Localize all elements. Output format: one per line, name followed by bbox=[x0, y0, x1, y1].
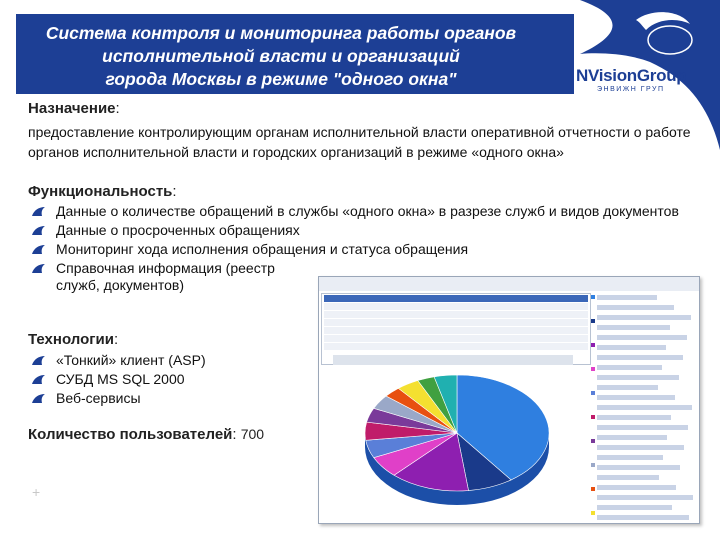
application-screenshot bbox=[318, 276, 700, 524]
technology-item-2: СУБД MS SQL 2000 bbox=[56, 371, 185, 387]
legend-swatch bbox=[591, 439, 595, 443]
list-item bbox=[28, 260, 306, 294]
technologies-heading: Технологии: bbox=[28, 331, 119, 348]
list-item bbox=[28, 203, 688, 220]
legend-row bbox=[597, 335, 687, 340]
legend-swatch bbox=[591, 295, 595, 299]
technology-item-3: Веб-сервисы bbox=[56, 390, 141, 406]
legend-row bbox=[597, 355, 683, 360]
list-item bbox=[28, 222, 688, 239]
list-item bbox=[28, 371, 308, 388]
legend-row bbox=[597, 385, 658, 390]
functionality-item-3: Мониторинг хода исполнения обращения и статуса обращения bbox=[56, 241, 469, 257]
bullet-arrow-icon bbox=[31, 206, 46, 217]
title-bar bbox=[16, 14, 574, 94]
legend-swatch bbox=[591, 511, 595, 515]
company-logo: NVisionGroup bbox=[576, 66, 687, 85]
users-heading-text: Количество пользователей bbox=[28, 426, 233, 443]
legend-row bbox=[597, 365, 662, 370]
legend-swatch bbox=[591, 415, 595, 419]
legend-row bbox=[597, 375, 679, 380]
legend-row bbox=[597, 485, 676, 490]
users-heading: Количество пользователей: 700 bbox=[28, 426, 265, 443]
bullet-arrow-icon bbox=[31, 393, 46, 404]
purpose-text: предоставление контролирующим органам исполнительной власти оперативной отчетности о работе органов исполнительной власти и городских организаций в режиме «одного окна» bbox=[28, 124, 691, 160]
legend-row bbox=[597, 425, 688, 430]
bullet-arrow-icon bbox=[31, 244, 46, 255]
legend-row bbox=[597, 505, 672, 510]
legend-row bbox=[597, 405, 692, 410]
legend-row bbox=[597, 305, 674, 310]
slide-title bbox=[16, 22, 546, 91]
technologies-list bbox=[28, 352, 308, 409]
purpose-heading: Назначение: bbox=[28, 100, 120, 117]
functionality-item-1: Данные о количестве обращений в службы «одного окна» в разрезе служб и видов документов bbox=[56, 203, 679, 219]
legend-row bbox=[597, 415, 671, 420]
legend-swatch bbox=[591, 487, 595, 491]
legend-swatch bbox=[591, 367, 595, 371]
pie-slices bbox=[365, 375, 549, 505]
legend-row bbox=[597, 515, 689, 520]
functionality-item-2: Данные о просроченных обращениях bbox=[56, 222, 300, 238]
legend-swatch bbox=[591, 319, 595, 323]
purpose-heading-text: Назначение bbox=[28, 100, 116, 117]
functionality-heading: Функциональность: bbox=[28, 183, 177, 200]
legend-row bbox=[597, 325, 670, 330]
title-line-2: исполнительной власти и организаций bbox=[102, 46, 460, 66]
list-item bbox=[28, 352, 308, 369]
list-item bbox=[28, 241, 688, 258]
legend-row bbox=[597, 495, 693, 500]
functionality-item-4: Справочная информация (реестр служб, документов) bbox=[56, 260, 275, 293]
functionality-heading-text: Функциональность bbox=[28, 183, 173, 200]
bullet-arrow-icon bbox=[31, 355, 46, 366]
legend-row bbox=[597, 465, 680, 470]
decorative-plus-icon: + bbox=[32, 484, 41, 500]
technologies-heading-text: Технологии bbox=[28, 331, 114, 348]
bullet-arrow-icon bbox=[31, 225, 46, 236]
title-line-1: Система контроля и мониторинга работы органов bbox=[45, 23, 517, 43]
screenshot-pie-chart bbox=[327, 367, 587, 517]
legend-row bbox=[597, 395, 675, 400]
legend-row bbox=[597, 475, 659, 480]
screenshot-legend-panel bbox=[591, 293, 695, 519]
list-item bbox=[28, 390, 308, 407]
company-logo-subtext: ЭНВИЖН ГРУП bbox=[597, 86, 665, 93]
bullet-arrow-icon bbox=[31, 374, 46, 385]
legend-swatch bbox=[591, 391, 595, 395]
legend-row bbox=[597, 295, 657, 300]
legend-row bbox=[597, 455, 663, 460]
legend-row bbox=[597, 345, 666, 350]
legend-row bbox=[597, 435, 667, 440]
title-line-3: города Москвы в режиме "одного окна" bbox=[105, 69, 457, 89]
legend-row bbox=[597, 315, 691, 320]
screenshot-chart-caption bbox=[333, 355, 573, 365]
legend-swatch bbox=[591, 343, 595, 347]
bullet-arrow-icon bbox=[31, 263, 46, 274]
technology-item-1: «Тонкий» клиент (ASP) bbox=[56, 352, 206, 368]
screenshot-toolbar bbox=[319, 277, 699, 291]
users-count: 700 bbox=[240, 426, 265, 442]
legend-row bbox=[597, 445, 684, 450]
legend-swatch bbox=[591, 463, 595, 467]
